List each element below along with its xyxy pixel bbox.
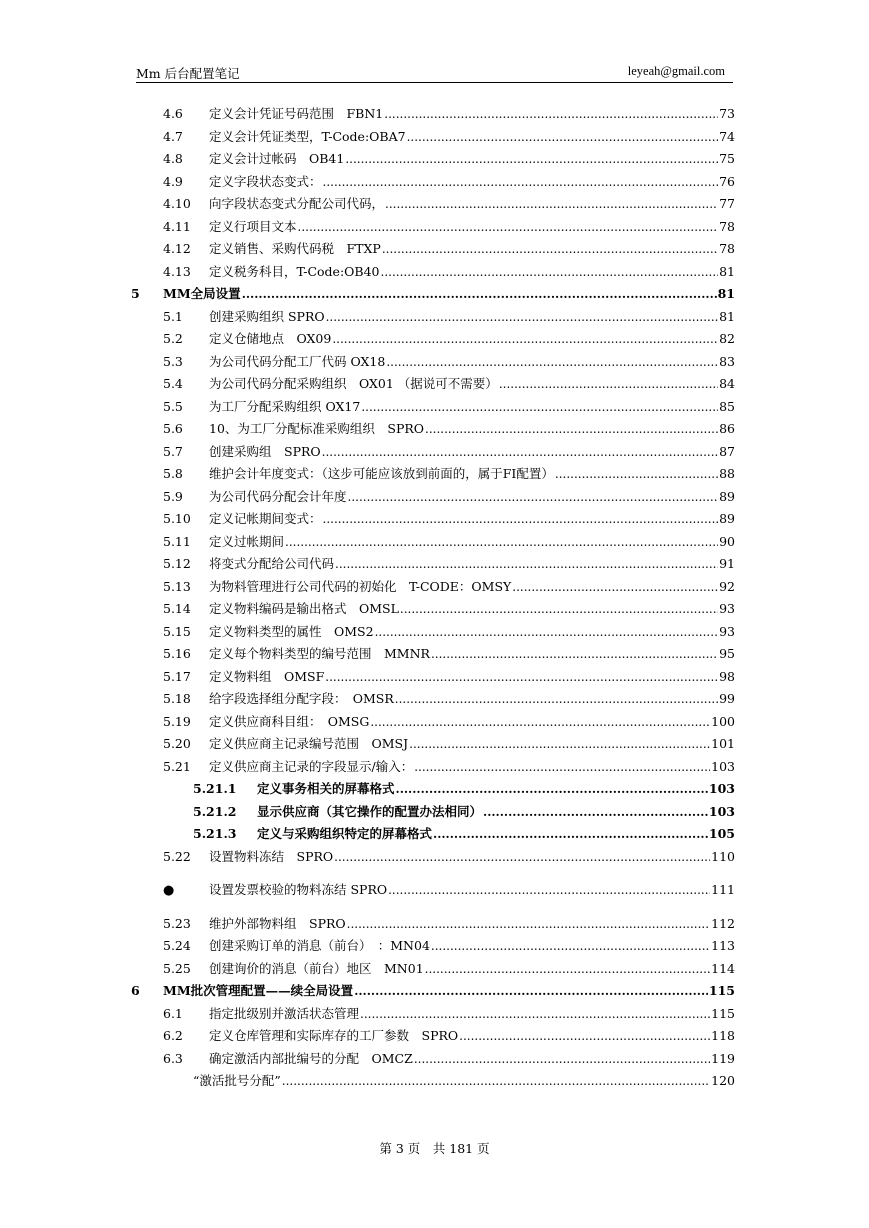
toc-entry[interactable] (163, 959, 735, 981)
toc-entry[interactable] (163, 847, 735, 869)
toc-entry-page: 115 (708, 983, 735, 998)
toc-entry-page: 76 (719, 173, 735, 189)
toc-entry-title: 创建询价的消息（前台）地区 MN01 (209, 960, 424, 976)
toc-entry-title: 定义会计过帐码 OB41 (209, 151, 345, 166)
toc-entry-number: 5.3 (163, 353, 183, 369)
toc-entry-number: 5.14 (163, 601, 191, 616)
total-page-count: 181 (449, 1141, 474, 1156)
toc-entry-title: 定义会计凭证号码范围 FBN1 (209, 106, 384, 121)
toc-entry[interactable] (163, 509, 735, 531)
toc-entry-page: 100 (711, 713, 735, 729)
toc-entry-title: 确定激活内部批编号的分配 OMCZ (209, 1050, 413, 1066)
toc-entry-title: 创建采购组织 SPRO (209, 308, 325, 324)
toc-entry[interactable] (163, 374, 735, 396)
toc-entry-title: 定义仓储地点 OX09 (209, 331, 332, 346)
toc-entry-title: 定义物料类型的属性 OMS2 (209, 623, 374, 639)
dot-leader (282, 1073, 710, 1088)
toc-entry-title: 定义会计凭证类型，T-Code:OBA7 (209, 128, 406, 144)
toc-entry-page: 101 (711, 736, 735, 751)
toc-entry[interactable] (163, 307, 735, 329)
toc-entry-number: 5.23 (163, 915, 191, 931)
toc-entry-title: 指定批级别并激活状态管理 (209, 1005, 360, 1021)
dot-leader (395, 691, 718, 706)
toc-entry[interactable] (163, 880, 735, 902)
toc-entry[interactable] (193, 779, 735, 801)
page-footer (0, 1139, 869, 1157)
toc-entry[interactable] (163, 577, 735, 599)
dot-leader (325, 669, 718, 684)
toc-entry-page: 118 (711, 1028, 735, 1043)
toc-entry-number: 4.8 (163, 151, 183, 166)
toc-entry-title: 为公司代码分配会计年度 (209, 488, 347, 504)
dot-leader (332, 331, 718, 346)
toc-entry-page: 92 (719, 578, 735, 594)
toc-entry-page: 120 (711, 1073, 735, 1088)
toc-entry-page: 75 (719, 151, 735, 166)
toc-entry-page: 105 (708, 826, 735, 841)
toc-entry-page: 119 (711, 1050, 735, 1066)
toc-entry-title: 10、为工厂分配标准采购组织 SPRO (209, 421, 425, 436)
toc-entry[interactable] (131, 284, 735, 306)
toc-entry[interactable] (163, 532, 735, 554)
toc-entry[interactable] (131, 981, 735, 1003)
toc-entry-page: 115 (711, 1005, 735, 1021)
dot-leader (407, 129, 719, 144)
toc-entry-number: 5.22 (163, 848, 191, 864)
toc-entry-title: MM批次管理配置——续全局设置 (163, 983, 354, 998)
toc-entry-number: 4.12 (163, 241, 191, 256)
toc-entry-page: 113 (711, 938, 735, 953)
toc-entry-title: 设置发票校验的物料冻结 SPRO (209, 882, 388, 897)
toc-entry[interactable] (163, 397, 735, 419)
toc-entry-number: 5.15 (163, 623, 191, 639)
toc-entry-page: 86 (719, 421, 735, 436)
toc-entry-page: 103 (711, 758, 735, 774)
toc-entry[interactable] (163, 329, 735, 351)
toc-entry-title: 定义行项目文本 (209, 218, 297, 234)
toc-entry-title: 设置物料冻结 SPRO (209, 848, 334, 864)
toc-entry[interactable] (163, 622, 735, 644)
page-header (136, 62, 733, 83)
dot-leader (326, 309, 718, 324)
toc-entry-number: 4.7 (163, 128, 183, 144)
toc-entry-title: 定义供应商科目组： OMSG (209, 713, 370, 729)
toc-entry[interactable] (163, 644, 735, 666)
toc-entry-page: 74 (719, 128, 735, 144)
toc-entry[interactable] (193, 802, 735, 824)
toc-entry-page: 82 (719, 331, 735, 346)
toc-entry[interactable] (163, 1026, 735, 1048)
toc-entry-title: 为公司代码分配工厂代码 OX18 (209, 353, 386, 369)
toc-entry-number: 5.19 (163, 713, 191, 729)
dot-leader (396, 781, 708, 796)
dot-leader (347, 916, 711, 931)
dot-leader (345, 151, 718, 166)
toc-entry-number: 5.17 (163, 668, 191, 684)
toc-entry-number: 5 (131, 286, 140, 301)
footer-prefix: 第 (379, 1141, 392, 1156)
toc-entry-title: 显示供应商（其它操作的配置办法相同） (257, 803, 483, 819)
toc-entry[interactable] (163, 914, 735, 936)
toc-entry[interactable] (163, 936, 735, 958)
toc-entry-page: 85 (719, 398, 735, 414)
toc-entry-page: 98 (719, 668, 735, 684)
toc-entry-number: 5.9 (163, 488, 183, 504)
toc-entry-title: 定义物料编码是输出格式 OMSL (209, 601, 399, 616)
toc-entry[interactable] (193, 1071, 735, 1093)
toc-entry-title: MM全局设置 (163, 286, 241, 301)
toc-entry-page: 99 (719, 691, 735, 706)
toc-entry-page: 89 (719, 488, 735, 504)
dot-leader (483, 804, 708, 819)
toc-entry-number: 4.13 (163, 263, 191, 279)
toc-entry[interactable] (163, 127, 735, 149)
toc-entry-page: 90 (719, 533, 735, 549)
toc-entry-number: 6 (131, 983, 140, 998)
dot-leader (409, 736, 710, 751)
toc-entry-number: 5.10 (163, 511, 191, 526)
toc-entry[interactable] (163, 262, 735, 284)
toc-entry-number: 5.21.1 (193, 781, 237, 796)
dot-leader (348, 489, 719, 504)
dot-leader (370, 714, 710, 729)
toc-entry[interactable] (163, 734, 735, 756)
toc-entry[interactable] (163, 689, 735, 711)
toc-entry[interactable] (163, 104, 735, 126)
dot-leader (459, 1028, 710, 1043)
toc-entry-page: 103 (708, 803, 735, 819)
toc-entry-number: 5.2 (163, 331, 183, 346)
toc-entry-number: 5.12 (163, 556, 191, 571)
toc-entry-title: 维护外部物料组 SPRO (209, 915, 346, 931)
toc-entry-number: 5.21 (163, 758, 191, 774)
dot-leader (323, 511, 719, 526)
dot-leader (323, 174, 719, 189)
toc-entry-number: 5.16 (163, 646, 191, 661)
bullet-icon: ● (163, 883, 175, 898)
toc-entry-page: 93 (719, 601, 735, 616)
footer-suffix: 页 (477, 1141, 490, 1156)
toc-entry-number: 6.3 (163, 1050, 183, 1066)
toc-entry[interactable] (163, 599, 735, 621)
toc-entry-number: 5.13 (163, 578, 191, 594)
toc-entry[interactable] (163, 172, 735, 194)
dot-leader (382, 241, 718, 256)
author-email: leyeah@gmail.com (627, 64, 725, 78)
toc-entry-title: 定义销售、采购代码税 FTXP (209, 241, 381, 256)
toc-entry-number: 5.21.2 (193, 803, 237, 819)
toc-entry[interactable] (163, 1004, 735, 1026)
toc-entry-number: 5.20 (163, 736, 191, 751)
toc-entry-number: 4.10 (163, 196, 191, 211)
toc-entry-number: 5.6 (163, 421, 183, 436)
dot-leader (414, 1051, 710, 1066)
toc-entry-title: 向字段状态变式分配公司代码， (209, 196, 385, 211)
dot-leader (334, 849, 710, 864)
toc-entry-title: 定义字段状态变式： (209, 173, 322, 189)
dot-leader (388, 882, 710, 897)
toc-entry-number: 5.1 (163, 308, 183, 324)
toc-entry-page: 88 (719, 466, 735, 481)
toc-entry[interactable] (163, 419, 735, 441)
dot-leader (431, 646, 718, 661)
toc-entry-title: 为工厂分配采购组织 OX17 (209, 398, 361, 414)
toc-entry-number: 5.7 (163, 443, 183, 459)
dot-leader (425, 421, 718, 436)
toc-entry[interactable] (163, 442, 735, 464)
toc-entry-number: 5.5 (163, 398, 183, 414)
toc-entry-title: 为物料管理进行公司代码的初始化 T-CODE：OMSY (209, 578, 512, 594)
toc-entry-page: 103 (708, 781, 735, 796)
toc-entry-title: 定义税务科目，T-Code:OB40 (209, 263, 380, 279)
toc-entry-page: 91 (719, 556, 735, 571)
toc-entry-title: 定义每个物料类型的编号范围 MMNR (209, 646, 430, 661)
toc-entry-page: 87 (719, 443, 735, 459)
footer-mid: 页 共 (407, 1141, 446, 1156)
toc-entry-number: 6.2 (163, 1028, 183, 1043)
toc-entry[interactable] (163, 194, 735, 216)
dot-leader (242, 286, 717, 301)
toc-entry-title: 定义供应商主记录编号范围 OMSJ (209, 736, 409, 751)
toc-entry-number: 5.21.3 (193, 826, 237, 841)
toc-entry[interactable] (163, 149, 735, 171)
toc-entry-title: 定义与采购组织特定的屏幕格式 (257, 826, 433, 841)
toc-entry-number: 5.11 (163, 533, 191, 549)
toc-entry-number: 5.4 (163, 376, 183, 391)
current-page-number: 3 (395, 1141, 404, 1156)
dot-leader (298, 219, 719, 234)
toc-entry[interactable] (163, 464, 735, 486)
toc-entry[interactable] (163, 217, 735, 239)
dot-leader (433, 826, 708, 841)
dot-leader (375, 624, 719, 639)
dot-leader (555, 466, 718, 481)
toc-entry-title: 创建采购组 SPRO (209, 443, 321, 459)
toc-entry-page: 78 (719, 218, 735, 234)
toc-entry-page: 78 (719, 241, 735, 256)
toc-entry-page: 73 (719, 106, 735, 121)
toc-entry-title: 定义事务相关的屏幕格式 (257, 781, 395, 796)
dot-leader (400, 601, 718, 616)
toc-entry[interactable] (163, 757, 735, 779)
dot-leader (499, 376, 718, 391)
toc-entry-number: 5.25 (163, 960, 191, 976)
toc-entry-title: 定义过帐期间 (209, 533, 285, 549)
toc-entry-page: 83 (719, 353, 735, 369)
dot-leader (384, 106, 718, 121)
toc-entry[interactable] (163, 1049, 735, 1071)
dot-leader (431, 938, 710, 953)
dot-leader (414, 759, 710, 774)
toc-entry-page: 81 (719, 263, 735, 279)
toc-entry-title: 将变式分配给公司代码 (209, 556, 335, 571)
dot-leader (322, 444, 718, 459)
toc-entry-title: 定义仓库管理和实际库存的工厂参数 SPRO (209, 1028, 459, 1043)
dot-leader (385, 196, 718, 211)
toc-entry-page: 114 (711, 960, 735, 976)
toc-entry[interactable] (193, 824, 735, 846)
toc-entry-number: 4.6 (163, 106, 183, 121)
document-title: Mm 后台配置笔记 (136, 66, 240, 81)
dot-leader (360, 1006, 710, 1021)
toc-entry-page: 77 (719, 196, 735, 211)
toc-entry-title: 维护会计年度变式：（这步可能应该放到前面的，属于FI配置） (209, 466, 554, 481)
toc-entry-page: 81 (719, 308, 735, 324)
dot-leader (361, 399, 718, 414)
toc-entry-title: 给字段选择组分配字段： OMSR (209, 691, 394, 706)
toc-entry-title: “激活批号分配” (193, 1073, 281, 1088)
toc-entry[interactable] (163, 712, 735, 734)
dot-leader (425, 961, 710, 976)
toc-entry[interactable] (163, 667, 735, 689)
toc-entry-number: 5.8 (163, 466, 183, 481)
toc-entry-number: 4.9 (163, 173, 183, 189)
toc-entry[interactable] (163, 239, 735, 261)
toc-entry-title: 创建采购订单的消息（前台） ：MN04 (209, 938, 430, 953)
toc-entry[interactable] (163, 352, 735, 374)
toc-entry-page: 89 (719, 511, 735, 526)
toc-entry-page: 110 (711, 848, 735, 864)
toc-entry-number: 5.24 (163, 938, 191, 953)
toc-entry-page: 111 (711, 882, 735, 897)
toc-entry-number: 4.11 (163, 218, 191, 234)
toc-entry-page: 81 (717, 286, 735, 301)
toc-entry-title: 定义记帐期间变式： (209, 511, 322, 526)
dot-leader (512, 579, 718, 594)
toc-entry[interactable] (163, 487, 735, 509)
toc-entry-number: 6.1 (163, 1005, 183, 1021)
dot-leader (354, 983, 708, 998)
toc-entry-title: 定义供应商主记录的字段显示/输入： (209, 758, 414, 774)
toc-entry-page: 112 (711, 915, 735, 931)
toc-entry-page: 84 (719, 376, 735, 391)
dot-leader (335, 556, 718, 571)
toc-entry[interactable] (163, 554, 735, 576)
toc-entry-title: 为公司代码分配采购组织 OX01 （据说可不需要） (209, 376, 498, 391)
toc-entry-page: 93 (719, 623, 735, 639)
dot-leader (381, 264, 719, 279)
toc-entry-page: 95 (719, 646, 735, 661)
toc-entry-title: 定义物料组 OMSF (209, 668, 325, 684)
dot-leader (285, 534, 718, 549)
dot-leader (386, 354, 718, 369)
toc-entry-number: 5.18 (163, 691, 191, 706)
